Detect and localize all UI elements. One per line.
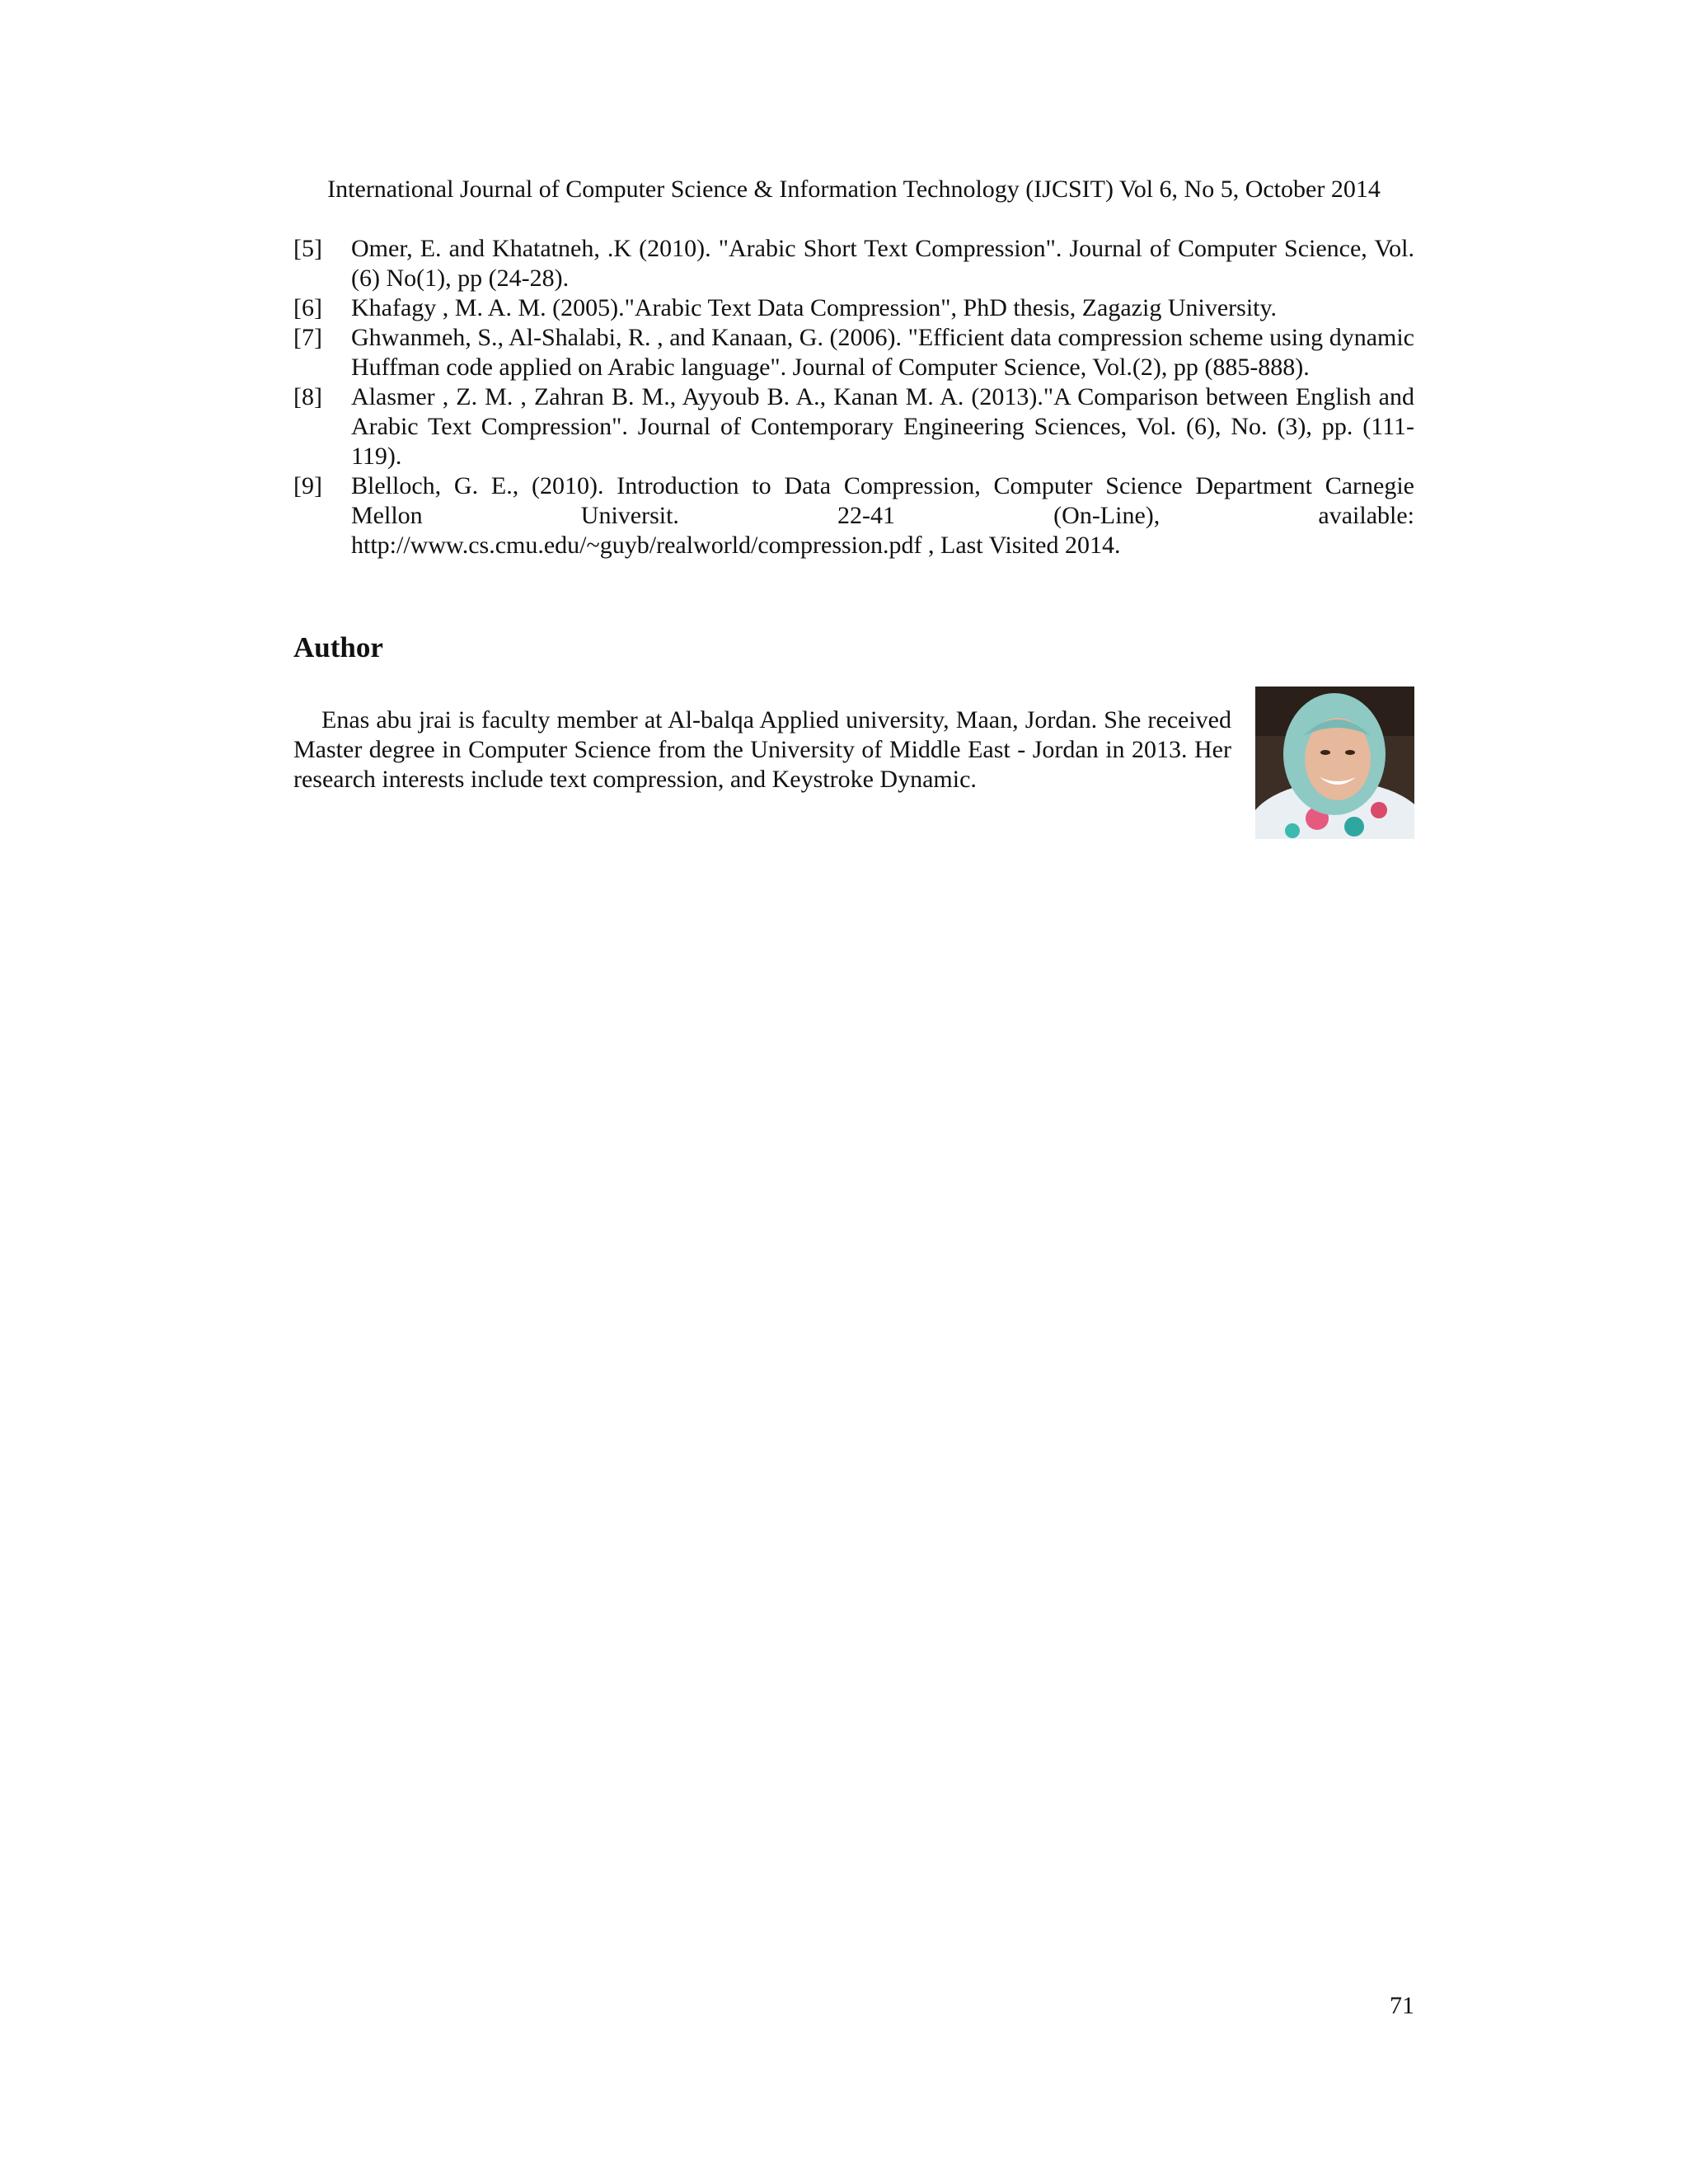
reference-number: [6] <box>293 294 322 321</box>
reference-number: [8] <box>293 383 322 410</box>
reference-text: Blelloch, G. E., (2010). Introduction to Data Compression, Computer Science Department Carnegie Mellon Universit. 22-41 (On-Line), available: <box>351 472 1414 529</box>
author-bio: Enas abu jrai is faculty member at Al-balqa Applied university, Maan, Jordan. She received Master degree in Computer Science from the University of Middle East - Jordan in 2013. Her research interests include text compression, and Keystroke Dynamic. <box>293 706 1231 793</box>
reference-number: [5] <box>293 235 322 262</box>
reference-text: Khafagy , M. A. M. (2005)."Arabic Text Data Compression", PhD thesis, Zagazig University. <box>351 294 1278 321</box>
reference-number: [7] <box>293 324 322 351</box>
reference-text: Alasmer , Z. M. , Zahran B. M., Ayyoub B. A., Kanan M. A. (2013)."A Comparison between English and Arabic Text Compression". Journal of Contemporary Engineering Sciences, Vol. (6), No. (3), pp. (111-119). <box>351 383 1414 470</box>
reference-text: Ghwanmeh, S., Al-Shalabi, R. , and Kanaan, G. (2006). "Efficient data compression scheme using dynamic Huffman code applied on Arabic language". Journal of Computer Science, Vol.(2), pp (885-888). <box>351 324 1414 381</box>
reference-item <box>293 382 1414 471</box>
reference-url-line: http://www.cs.cmu.edu/~guyb/realworld/compression.pdf , Last Visited 2014. <box>351 532 1121 559</box>
author-heading: Author <box>293 631 383 663</box>
references-list <box>293 234 1414 560</box>
reference-item <box>293 234 1414 293</box>
author-photo <box>1255 687 1414 839</box>
running-header: International Journal of Computer Science & Information Technology (IJCSIT) Vol 6, No 5, October 2014 <box>327 176 1381 203</box>
reference-item <box>293 323 1414 382</box>
reference-item <box>293 471 1414 560</box>
reference-item <box>293 293 1414 323</box>
reference-text: Omer, E. and Khatatneh, .K (2010). "Arabic Short Text Compression". Journal of Computer Science, Vol.(6) No(1), pp (24-28). <box>351 235 1414 292</box>
page-number: 71 <box>1390 1992 1414 2019</box>
reference-number: [9] <box>293 472 322 499</box>
